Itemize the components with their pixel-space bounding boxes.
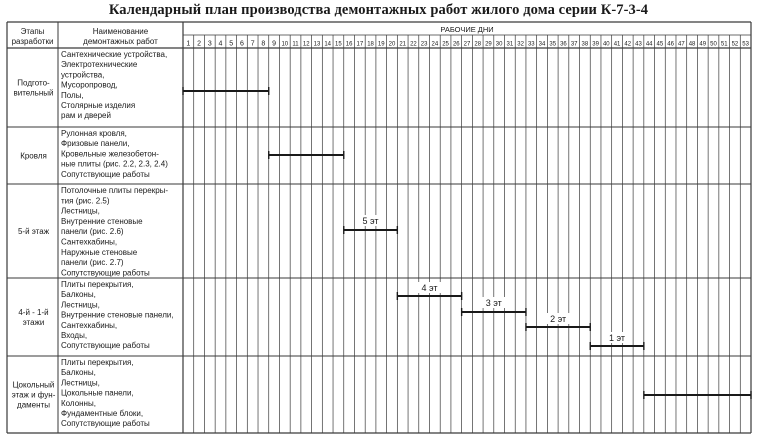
gantt-bars [183,87,751,399]
day-number-label: 22 [410,41,417,48]
day-number-label: 48 [688,41,696,48]
works-header-label: демонтажных работ [83,37,158,46]
day-number-label: 44 [645,41,653,48]
stage-label: этаж и фун- [11,390,56,400]
day-number-label: 20 [388,41,396,48]
work-item-label: панели (рис. 2.7) [61,258,124,268]
day-number-label: 36 [560,41,567,48]
day-number-label: 26 [452,41,460,48]
day-number-label: 21 [399,41,407,48]
day-number-label: 28 [474,41,482,48]
day-number-label: 51 [720,41,728,48]
day-number-label: 49 [699,41,707,48]
day-number-label: 8 [261,40,266,48]
work-item-label: Мусоропровод, [61,80,118,90]
work-item-label: Плиты перекрытия, [61,280,134,289]
day-number-label: 40 [602,41,610,48]
table-text [12,25,750,428]
gantt-bar-label: 5 эт [362,216,379,226]
gantt-bar-label: 4 эт [421,283,438,293]
day-number-label: 14 [324,41,332,48]
stage-label: вительный [13,88,54,98]
day-number-label: 41 [613,41,621,48]
work-item-label: Лестницы, [61,378,100,388]
day-number-label: 32 [517,41,524,48]
day-number-label: 33 [527,41,535,48]
work-item-label: Фризовые панели, [61,139,130,149]
day-number-label: 17 [356,41,364,48]
day-number-label: 19 [377,41,385,48]
day-number-label: 29 [485,41,492,48]
work-item-label: Лестницы, [61,206,100,216]
work-item-label: Полы, [61,90,84,100]
work-item-label: Сантехнические устройства, [61,50,168,59]
day-number-label: 47 [677,41,685,48]
day-number-label: 11 [292,41,299,48]
work-item-label: Балконы, [61,368,96,378]
gantt-bar-label: 3 эт [485,298,502,308]
stage-label: даменты [17,400,50,410]
day-number-label: 50 [710,41,717,48]
work-item-label: Кровельные железобетон- [61,149,159,159]
work-item-label: Лестницы, [61,300,100,310]
day-number-label: 5 [229,40,234,48]
day-number-label: 13 [313,41,321,48]
days-header-label: РАБОЧИЕ ДНИ [440,25,494,34]
work-item-label: панели (рис. 2.6) [61,227,124,237]
day-number-label: 25 [442,41,449,48]
day-number-label: 2 [197,40,202,48]
day-number-label: 12 [302,41,310,48]
work-item-label: Столярные изделия [61,101,136,110]
day-number-label: 53 [742,41,749,48]
stage-label: Цокольный [12,380,55,390]
day-number-label: 10 [281,41,289,48]
day-number-label: 1 [186,40,191,48]
day-number-label: 39 [592,41,599,48]
day-number-label: 37 [570,41,578,48]
work-item-label: Внутренние стеновые [61,216,143,226]
work-item-label: рам и дверей [61,111,111,121]
work-item-label: Электротехнические [61,60,138,70]
work-item-label: Балконы, [61,290,96,300]
day-number-label: 15 [335,41,342,48]
work-item-label: Сопутствующие работы [61,169,150,179]
day-number-label: 7 [250,40,255,48]
day-number-label: 16 [345,41,353,48]
work-item-label: Потолочные плиты перекры- [61,186,169,195]
day-number-label: 30 [495,41,503,48]
day-number-label: 24 [431,41,439,48]
works-header-label: Наименование [92,27,149,36]
day-number-label: 6 [239,40,244,48]
day-number-label: 38 [581,41,589,48]
day-number-label: 9 [272,40,277,48]
day-number-label: 27 [463,41,471,48]
work-item-label: Сантехкабины, [61,237,118,247]
work-item-label: Рулонная кровля, [61,129,127,138]
stage-label: этажи [22,318,45,327]
day-number-label: 35 [549,41,557,48]
stage-label: Подгото- [17,78,50,88]
day-number-label: 31 [506,41,514,48]
work-item-label: Внутренние стеновые панели, [61,310,174,320]
stage-label: 4-й - 1-й [18,308,49,317]
day-number-label: 42 [624,41,632,48]
work-item-label: Сопутствующие работы [61,419,150,429]
day-number-label: 4 [218,40,223,48]
work-item-label: Наружные стеновые [61,247,138,257]
day-number-label: 18 [367,41,374,48]
gantt-bar-label: 2 эт [550,314,567,324]
work-item-label: Сопутствующие работы [61,341,150,351]
page-title: Календарный план производства демонтажных работ жилого дома серии К-7-3-4 [108,2,649,18]
day-number-label: 52 [731,41,739,48]
day-number-label: 43 [635,41,642,48]
day-number-label: 34 [538,41,546,48]
work-item-label: тия (рис. 2.5) [61,196,110,206]
day-number-label: 3 [207,40,212,48]
stage-label: 5-й этаж [17,227,50,236]
day-number-label: 23 [420,41,428,48]
work-item-label: Фундаментные блоки, [61,409,144,418]
work-item-label: ные плиты (рис. 2.2, 2.3, 2.4) [61,159,168,169]
stage-header-label: Этапы [20,27,45,36]
day-number-label: 46 [667,41,674,48]
day-number-label: 45 [656,41,664,48]
work-item-label: Колонны, [61,398,96,408]
gantt-bar-label: 1 эт [609,333,626,343]
stage-label: Кровля [20,151,47,161]
work-item-label: Цокольные панели, [61,388,134,398]
work-item-label: устройства, [61,70,105,80]
work-item-label: Сопутствующие работы [61,268,150,278]
work-item-label: Плиты перекрытия, [61,358,134,367]
work-item-label: Входы, [61,331,88,340]
stage-header-label: разработки [11,37,54,46]
work-item-label: Сантехкабины, [61,320,118,330]
